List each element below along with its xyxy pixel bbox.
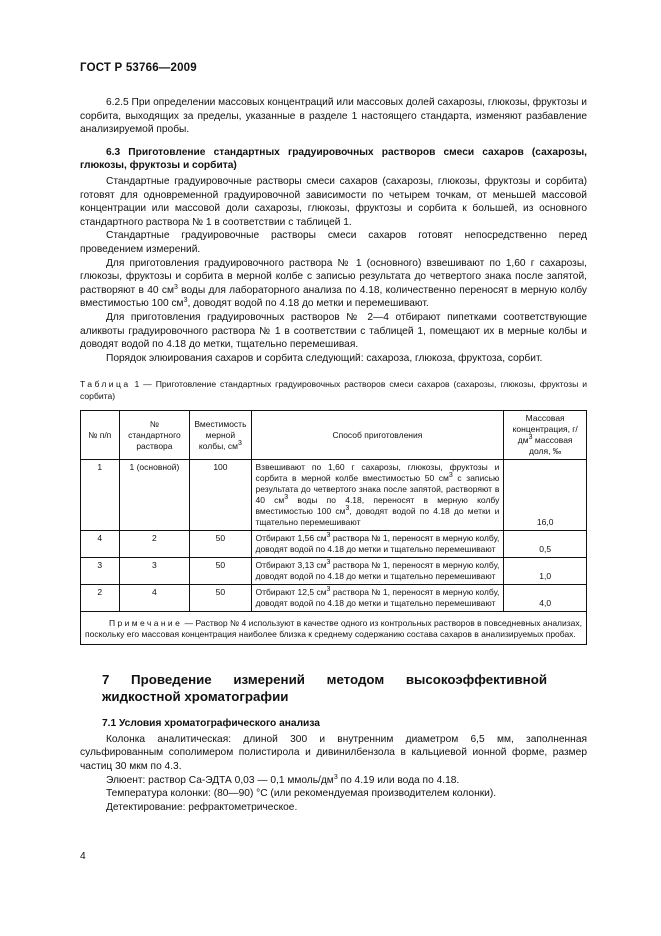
paragraph-6-2-5: 6.2.5 При определении массовых концентраций или массовых долей сахарозы, глюкозы, фруктозы и сорбита, выходящих за пределы, указанные в разделе 1 настоящего стандарта, изменяют разбавление анализируемой пробы. xyxy=(80,97,587,136)
cell-flask-volume: 50 xyxy=(190,558,251,585)
table-note-row xyxy=(81,612,587,645)
table-note: Примечание — Раствор № 4 используют в качестве одного из контрольных растворов в повседневных анализах, поскольку его массовая концентрация наиболее близка к среднему содержанию состава сахаров в анализируемых пробах. xyxy=(81,612,587,645)
page-number: 4 xyxy=(80,851,86,862)
cell-flask-volume: 50 xyxy=(190,531,251,558)
table-row xyxy=(81,531,587,558)
cell-row-number: 4 xyxy=(81,531,120,558)
paragraph-elution-order: Порядок элюирования сахаров и сорбита следующий: сахароза, глюкоза, фруктоза, сорбит. xyxy=(106,352,543,364)
cell-flask-volume: 50 xyxy=(190,585,251,612)
cell-method: Отбирают 12,5 $см^3$ раствора № 1, переносят в мерную колбу, доводят водой по 4.18 до метки и тщательно перемешивают xyxy=(251,585,504,612)
header-row-number: № п/п xyxy=(81,411,120,460)
paragraph-column: Колонка аналитическая: длиной 300 и внутренним диаметром 6,5 мм, заполненная сульфированным сополимером полистирола и дивинилбензола в кальциевой ионной форме, размер частиц 30 мкм по 4.3. xyxy=(80,733,587,773)
cell-concentration: 4,0 xyxy=(504,585,587,612)
header-flask-volume: Вместимость мерной колбы, $см^3$ xyxy=(190,411,251,460)
calibration-table xyxy=(80,410,587,645)
cell-concentration: 16,0 xyxy=(504,460,587,531)
table-caption: Таблица 1 — Приготовление стандартных градуировочных растворов смеси сахаров (сахарозы, глюкозы, фруктозы и сорбита) xyxy=(80,379,587,401)
cell-concentration: 0,5 xyxy=(504,531,587,558)
header-method: Способ приготовления xyxy=(251,411,504,460)
cell-solution-number: 3 xyxy=(119,558,190,585)
cell-row-number: 1 xyxy=(81,460,120,531)
cell-row-number: 3 xyxy=(81,558,120,585)
table-row xyxy=(81,460,587,531)
paragraph-eluent: Элюент: раствор Са-ЭДТА 0,03 — 0,1 ммоль/$дм^3$ по 4.19 или вода по 4.18. xyxy=(106,773,460,786)
paragraph-detection: Детектирование: рефрактометрическое. xyxy=(106,801,298,813)
cell-method: Взвешивают по 1,60 г сахарозы, глюкозы, фруктозы и сорбита в мерной колбе вместимостью 50 $см^3$ с записью результата до четвертого знака после запятой, растворяют в 40 $см^3$ воды по 4.18, переносят в мерную колбу вместимостью 100 $см^3$, доводят водой по 4.18 до метки и тщательно перемешивают xyxy=(251,460,504,531)
paragraph-temperature: Температура колонки: (80—90) °С (или рекомендуемая производителем колонки). xyxy=(106,788,497,800)
header-solution-number: № стандартного раствора xyxy=(119,411,190,460)
section-heading-6-3: 6.3 Приготовление стандартных градуировочных растворов смеси сахаров (сахарозы, глюкозы, фруктозы и сорбита) xyxy=(80,146,587,172)
table-row xyxy=(81,585,587,612)
standard-header: ГОСТ Р 53766—2009 xyxy=(80,62,197,74)
cell-method: Отбирают 1,56 $см^3$ раствора № 1, переносят в мерную колбу, доводят водой по 4.18 до метки и тщательно перемешивают xyxy=(251,531,504,558)
cell-concentration: 1,0 xyxy=(504,558,587,585)
page-content xyxy=(80,96,587,814)
cell-solution-number: 2 xyxy=(119,531,190,558)
paragraph-standard-solutions: Стандартные градуировочные растворы смеси сахаров (сахарозы, глюкозы, фруктозы и сорбита) готовят для одновременной градуировочной зависимости по четырем точкам, от меньшей массовой концентрации или массовой доли сахарозы, глюкозы, фруктозы и сорбита к большей, из основного стандартного раствора № 1 в соответствии с таблицей 1. xyxy=(80,175,587,228)
cell-row-number: 2 xyxy=(81,585,120,612)
cell-method: Отбирают 3,13 $см^3$ раствора № 1, переносят в мерную колбу, доводят водой по 4.18 до метки и тщательно перемешивают xyxy=(251,558,504,585)
header-concentration: Массовая концентрация, $г/дм^3$ массовая доля, ‰ xyxy=(504,411,587,460)
table-row xyxy=(81,558,587,585)
paragraph-prepare-before: Стандартные градуировочные растворы смеси сахаров готовят непосредственно перед проведением измерений. xyxy=(80,230,587,255)
section-heading-7: 7 Проведение измерений методом высокоэффективной жидкостной хроматографии xyxy=(102,672,547,705)
cell-solution-number: 4 xyxy=(119,585,190,612)
paragraph-solutions-2-4: Для приготовления градуировочных растворов № 2—4 отбирают пипетками соответствующие аликвоты градуировочного раствора № 1 в соответствии с таблицей 1, помещают их в мерные колбы и доводят водой по 4.18 до метки, тщательно перемешивая. xyxy=(80,311,587,351)
paragraph-solution-1: Для приготовления градуировочного раствора № 1 (основного) взвешивают по 1,60 г сахарозы, глюкозы, фруктозы и сорбита в мерной колбе с записью результата до четвертого знака после запятой, растворяют в 40 $см^3$ воды для лабораторного анализа по 4.18, количественно переносят в мерную колбу вместимостью 100 $см^3$, доводят водой по 4.18 до метки и перемешивают. xyxy=(80,257,587,310)
table-header-row xyxy=(81,411,587,460)
subsection-heading-7-1: 7.1 Условия хроматографического анализа xyxy=(102,718,320,730)
cell-flask-volume: 100 xyxy=(190,460,251,531)
cell-solution-number: 1 (основной) xyxy=(119,460,190,531)
